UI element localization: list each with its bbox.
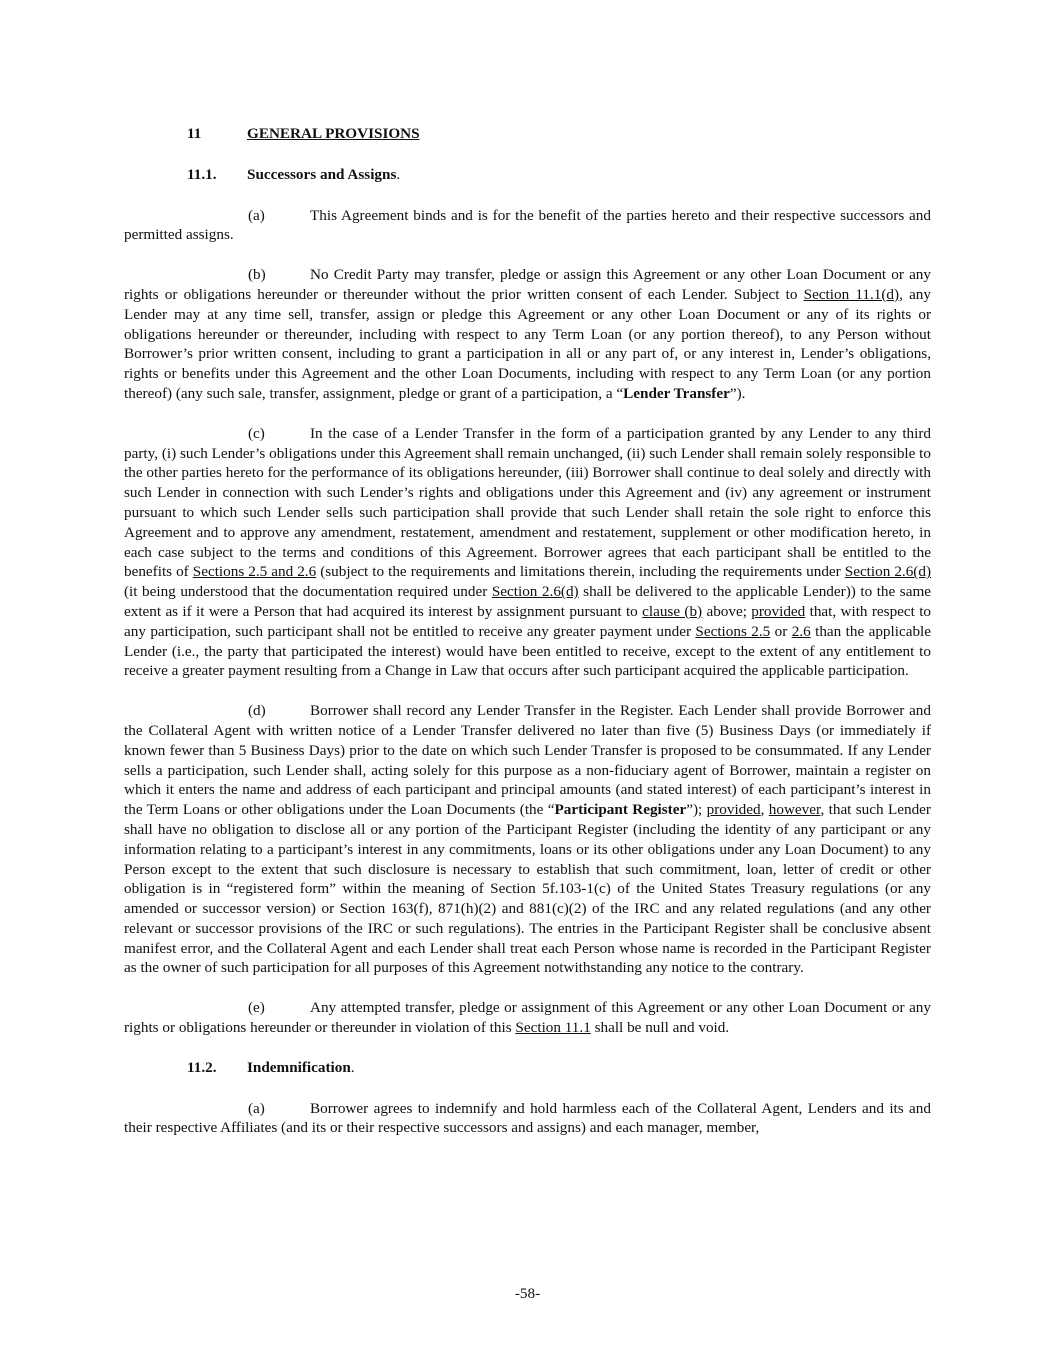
paragraph-text: ”). <box>729 384 746 402</box>
subsection-heading-11-1 <box>124 165 931 185</box>
subsection-number: 11.1. <box>187 165 217 183</box>
cross-reference: Section 2.6(d) <box>491 583 579 601</box>
paragraph-text: Any attempted transfer, pledge or assignment of this Agreement or any other Loan Document or any rights or obligations hereunder or thereunder in violation of this <box>124 999 931 1037</box>
paragraph-label: (d) <box>248 702 266 720</box>
section-title: GENERAL PROVISIONS <box>247 125 420 142</box>
paragraph-text: No Credit Party may transfer, pledge or assign this Agreement or any other Loan Document or any rights or obligations hereunder or thereunder without the prior written consent of each Lender. Subject to <box>124 266 931 303</box>
cross-reference: clause (b) <box>642 602 703 620</box>
subsection-title: Indemnification . <box>247 1058 355 1078</box>
paragraph-text: Borrower agrees to indemnify and hold harmless each of the Collateral Agent, Lenders and its and their respective Affiliates (and its or their respective successors and assigns) and each manager, member, <box>124 1099 931 1137</box>
paragraph-text: or <box>770 622 792 640</box>
paragraph-a <box>124 206 931 246</box>
cross-reference: Section 2.6(d) <box>844 563 932 581</box>
paragraph-text: ”); <box>686 801 707 819</box>
section-number: 11 <box>187 125 202 142</box>
paragraph-text: than the applicable Lender (i.e., the party that participated the interest) would have been entitled to receive, except to the extent of any entitlement to receive a greater payment resulting from a Change in Law that occurs after such participant acquired the applicable participation. <box>124 622 932 680</box>
paragraph-text: that, with respect to any participation, such participant shall not be entitled to receive any greater payment under <box>124 602 932 640</box>
paragraph-text: (it being understood that the documentation required under <box>124 583 492 601</box>
paragraph-text: shall be null and void. <box>590 1019 730 1037</box>
cross-reference: Sections 2.5 <box>695 622 771 640</box>
paragraph-text: , that such Lender shall have no obligation to disclose all or any portion of the Participant Register (including the identity of any participant or any information relating to a participant’s interest in any commitments, loans or its other obligations under any Loan Document) to any Person except to the extent that such disclosure is necessary to establish that such commitment, loan, letter of credit or other obligation is in “registered form” within the meaning of Section 5f.103-1(c) of the United States Treasury regulations (or any amended or successor version) or Section 163(f), 871(h)(2) and 881(c)(2) of the IRC and any related regulations (and any other relevant or successor provisions of the IRC or such regulations). The entries in the Participant Register shall be conclusive absent manifest error, and the Collateral Agent and each Lender shall treat each Person whose name is recorded in the Participant Register as the owner of such participation for all purposes of this Agreement notwithstanding any notice to the contrary. <box>124 801 931 977</box>
proviso-term: provided <box>751 602 806 620</box>
paragraph-text: , <box>760 801 769 819</box>
proviso-term: provided <box>706 801 761 819</box>
cross-reference: Section 11.1 <box>515 1019 591 1037</box>
cross-reference: Sections 2.5 and 2.6 <box>192 563 317 581</box>
paragraph-2a <box>124 1099 931 1139</box>
page-number: -58- <box>514 1285 541 1302</box>
paragraph-label: (e) <box>248 999 265 1017</box>
paragraph-b <box>124 265 931 404</box>
paragraph-c <box>124 424 931 681</box>
paragraph-text: This Agreement binds and is for the benefit of the parties hereto and their respective successors and permitted assigns. <box>124 206 931 244</box>
paragraph-text: shall be delivered to the applicable Lender)) to the same extent as if it were a Person that had acquired its interest by assignment pursuant to <box>124 583 932 620</box>
subsection-title: Successors and Assigns . <box>247 165 400 185</box>
paragraph-label: (c) <box>248 424 265 442</box>
paragraph-e <box>124 998 931 1038</box>
paragraph-text: (subject to the requirements and limitations therein, including the requirements under <box>316 563 845 581</box>
paragraph-text: , any Lender may at any time sell, transfer, assign or pledge this Agreement or any other Loan Document or any of its rights or obligations hereunder or thereunder, including with respect to any Term Loan (or any portion thereof), to any Person without Borrower’s prior written consent, including to grant a participation in all or any part of, or any interest in, Lender’s obligations, rights or benefits under this Agreement and the other Loan Documents, including with respect to any Term Loan (or any portion thereof) (any such sale, transfer, assignment, pledge or grant of a participation, a “ <box>124 285 931 402</box>
defined-term: Participant Register <box>554 801 687 819</box>
proviso-term: however <box>768 801 821 819</box>
paragraph-label: (a) <box>248 206 265 224</box>
subsection-number: 11.2. <box>187 1058 217 1076</box>
subsection-heading-11-2 <box>124 1058 931 1078</box>
cross-reference: 2.6 <box>791 622 811 640</box>
paragraph-label: (a) <box>248 1099 265 1117</box>
paragraph-text: Borrower shall record any Lender Transfer in the Register. Each Lender shall provide Borrower and the Collateral Agent with written notice of a Lender Transfer delivered no later than five (5) Business Days (or immediately if known fewer than 5 Business Days) prior to the date on which such Lender Transfer is proposed to be consummated. If any Lender sells a participation, such Lender shall, acting solely for this purpose as a non-fiduciary agent of Borrower, maintain a register on which it enters the name and address of each participant and principal amounts (and stated interest) of each participant’s interest in the Term Loans or other obligations under the Loan Documents (the “ <box>124 702 931 819</box>
section-heading <box>124 124 931 144</box>
paragraph-text: In the case of a Lender Transfer in the form of a participation granted by any Lender to any third party, (i) such Lender’s obligations under this Agreement shall remain unchanged, (ii) such Lender shall remain solely responsible to the other parties hereto for the performance of its obligations hereunder, (iii) Borrower shall continue to deal solely and directly with such Lender in connection with such Lender’s rights and obligations under this Agreement and (iv) any agreement or instrument pursuant to which such Lender sells such participation shall provide that such Lender shall retain the sole right to enforce this Agreement and to approve any amendment, restatement, amendment and restatement, supplement or other modification hereto, in each case subject to the terms and conditions of this Agreement. Borrower agrees that each participant shall be entitled to the benefits of <box>124 424 931 581</box>
paragraph-d <box>124 701 931 978</box>
paragraph-label: (b) <box>248 266 266 284</box>
paragraph-text: above; <box>702 602 752 620</box>
document-page <box>124 124 931 1138</box>
defined-term: Lender Transfer <box>623 384 730 402</box>
cross-reference: Section 11.1(d) <box>803 285 900 303</box>
